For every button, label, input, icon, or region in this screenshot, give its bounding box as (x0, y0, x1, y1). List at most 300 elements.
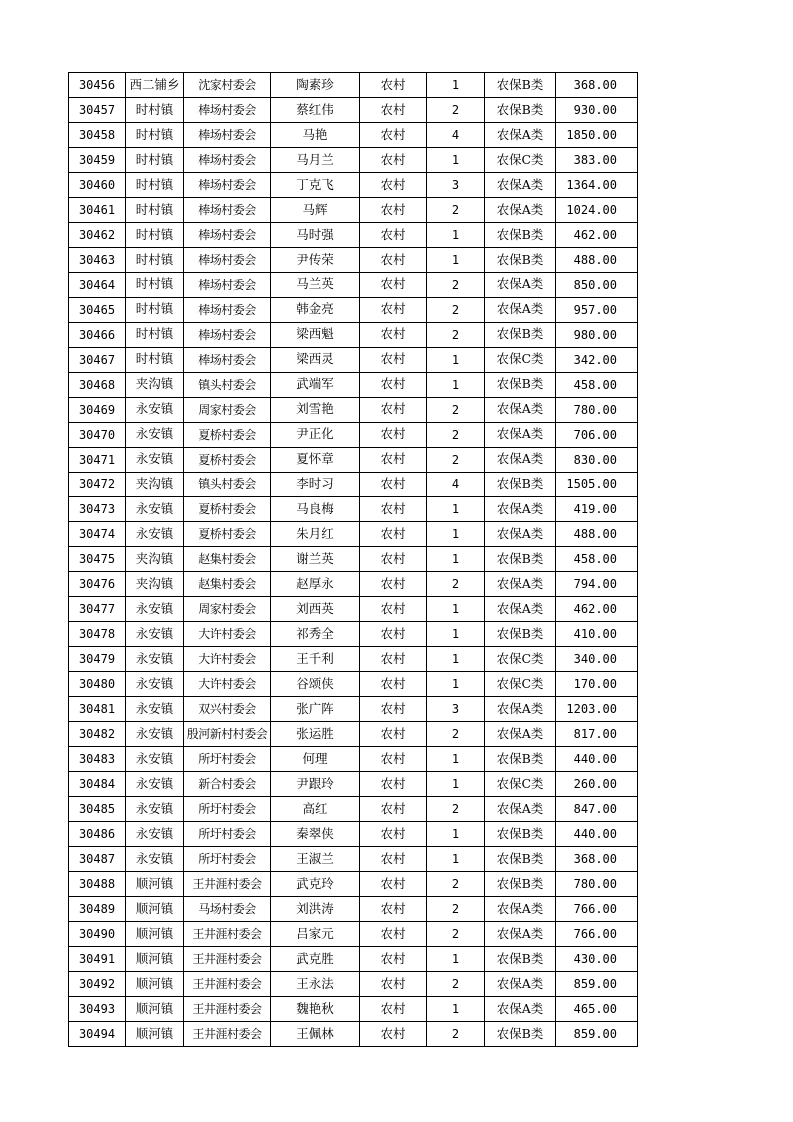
town-cell: 永安镇 (126, 747, 184, 772)
village-committee-cell: 大许村委会 (184, 647, 271, 672)
town-cell: 永安镇 (126, 797, 184, 822)
household-size-cell: 3 (427, 697, 485, 722)
insurance-category-cell: 农保A类 (485, 996, 556, 1021)
village-committee-cell: 镇头村委会 (184, 372, 271, 397)
recipient-name-cell: 谢兰英 (271, 547, 360, 572)
table-row (69, 497, 638, 522)
village-committee-cell: 夏桥村委会 (184, 497, 271, 522)
village-committee-cell: 棒场村委会 (184, 172, 271, 197)
amount-cell: 706.00 (556, 422, 638, 447)
village-committee-cell: 镇头村委会 (184, 472, 271, 497)
household-size-cell: 1 (427, 247, 485, 272)
household-type-cell: 农村 (360, 147, 427, 172)
village-committee-cell: 棒场村委会 (184, 272, 271, 297)
table-row (69, 572, 638, 597)
household-size-cell: 1 (427, 547, 485, 572)
recipient-name-cell: 张广阵 (271, 697, 360, 722)
household-type-cell: 农村 (360, 622, 427, 647)
household-size-cell: 2 (427, 297, 485, 322)
record-id-cell: 30469 (69, 397, 126, 422)
village-committee-cell: 棒场村委会 (184, 222, 271, 247)
recipient-name-cell: 蔡红伟 (271, 97, 360, 122)
record-id-cell: 30487 (69, 847, 126, 872)
table-row (69, 372, 638, 397)
recipient-name-cell: 梁西魁 (271, 322, 360, 347)
amount-cell: 850.00 (556, 272, 638, 297)
recipient-name-cell: 王永法 (271, 971, 360, 996)
table-row (69, 872, 638, 897)
recipient-name-cell: 武端军 (271, 372, 360, 397)
amount-cell: 780.00 (556, 397, 638, 422)
recipient-name-cell: 何理 (271, 747, 360, 772)
table-row (69, 422, 638, 447)
record-id-cell: 30485 (69, 797, 126, 822)
recipient-name-cell: 王佩林 (271, 1021, 360, 1046)
household-type-cell: 农村 (360, 372, 427, 397)
village-committee-cell: 棒场村委会 (184, 197, 271, 222)
amount-cell: 859.00 (556, 1021, 638, 1046)
insurance-category-cell: 农保C类 (485, 147, 556, 172)
insurance-category-cell: 农保A类 (485, 522, 556, 547)
village-committee-cell: 棒场村委会 (184, 97, 271, 122)
table-row (69, 921, 638, 946)
record-id-cell: 30459 (69, 147, 126, 172)
insurance-category-cell: 农保C类 (485, 647, 556, 672)
table-row (69, 147, 638, 172)
insurance-category-cell: 农保A类 (485, 122, 556, 147)
town-cell: 夹沟镇 (126, 472, 184, 497)
village-committee-cell: 王井涯村委会 (184, 1021, 271, 1046)
town-cell: 夹沟镇 (126, 372, 184, 397)
record-id-cell: 30465 (69, 297, 126, 322)
town-cell: 永安镇 (126, 397, 184, 422)
town-cell: 永安镇 (126, 522, 184, 547)
household-type-cell: 农村 (360, 297, 427, 322)
recipient-name-cell: 尹传荣 (271, 247, 360, 272)
recipient-name-cell: 赵厚永 (271, 572, 360, 597)
insurance-category-cell: 农保B类 (485, 747, 556, 772)
table-row (69, 347, 638, 372)
amount-cell: 830.00 (556, 447, 638, 472)
recipient-name-cell: 马良梅 (271, 497, 360, 522)
household-type-cell: 农村 (360, 572, 427, 597)
recipient-name-cell: 夏怀章 (271, 447, 360, 472)
table-row (69, 797, 638, 822)
town-cell: 夹沟镇 (126, 572, 184, 597)
town-cell: 顺河镇 (126, 946, 184, 971)
household-type-cell: 农村 (360, 547, 427, 572)
household-type-cell: 农村 (360, 996, 427, 1021)
village-committee-cell: 王井涯村委会 (184, 946, 271, 971)
recipient-name-cell: 马辉 (271, 197, 360, 222)
record-id-cell: 30475 (69, 547, 126, 572)
table-row (69, 297, 638, 322)
recipient-name-cell: 尹跟玲 (271, 772, 360, 797)
record-id-cell: 30476 (69, 572, 126, 597)
insurance-category-cell: 农保A类 (485, 597, 556, 622)
record-id-cell: 30472 (69, 472, 126, 497)
household-size-cell: 2 (427, 971, 485, 996)
recipient-name-cell: 梁西灵 (271, 347, 360, 372)
village-committee-cell: 所圩村委会 (184, 847, 271, 872)
village-committee-cell: 周家村委会 (184, 597, 271, 622)
table-row (69, 672, 638, 697)
table-row (69, 172, 638, 197)
amount-cell: 430.00 (556, 946, 638, 971)
town-cell: 永安镇 (126, 722, 184, 747)
record-id-cell: 30470 (69, 422, 126, 447)
insurance-category-cell: 农保B类 (485, 946, 556, 971)
amount-cell: 1203.00 (556, 697, 638, 722)
amount-cell: 930.00 (556, 97, 638, 122)
town-cell: 时村镇 (126, 97, 184, 122)
village-committee-cell: 赵集村委会 (184, 572, 271, 597)
town-cell: 时村镇 (126, 172, 184, 197)
record-id-cell: 30493 (69, 996, 126, 1021)
household-size-cell: 2 (427, 872, 485, 897)
recipient-name-cell: 刘西英 (271, 597, 360, 622)
household-size-cell: 4 (427, 122, 485, 147)
village-committee-cell: 棒场村委会 (184, 347, 271, 372)
table-row (69, 197, 638, 222)
table-row (69, 522, 638, 547)
recipient-name-cell: 武克胜 (271, 946, 360, 971)
village-committee-cell: 夏桥村委会 (184, 422, 271, 447)
household-size-cell: 1 (427, 522, 485, 547)
household-size-cell: 2 (427, 422, 485, 447)
recipient-name-cell: 魏艳秋 (271, 996, 360, 1021)
household-size-cell: 1 (427, 672, 485, 697)
assistance-table-sheet (68, 72, 637, 1047)
amount-cell: 1850.00 (556, 122, 638, 147)
household-type-cell: 农村 (360, 896, 427, 921)
household-size-cell: 1 (427, 347, 485, 372)
table-row (69, 971, 638, 996)
table-row (69, 772, 638, 797)
insurance-category-cell: 农保A类 (485, 797, 556, 822)
household-size-cell: 2 (427, 572, 485, 597)
record-id-cell: 30479 (69, 647, 126, 672)
insurance-category-cell: 农保B类 (485, 322, 556, 347)
household-size-cell: 1 (427, 597, 485, 622)
table-row (69, 397, 638, 422)
table-row (69, 1021, 638, 1046)
household-type-cell: 农村 (360, 697, 427, 722)
village-committee-cell: 棒场村委会 (184, 122, 271, 147)
recipient-name-cell: 秦翠侠 (271, 822, 360, 847)
record-id-cell: 30471 (69, 447, 126, 472)
record-id-cell: 30458 (69, 122, 126, 147)
record-id-cell: 30464 (69, 272, 126, 297)
household-size-cell: 1 (427, 73, 485, 98)
insurance-category-cell: 农保B类 (485, 872, 556, 897)
amount-cell: 440.00 (556, 822, 638, 847)
town-cell: 永安镇 (126, 622, 184, 647)
insurance-category-cell: 农保B类 (485, 1021, 556, 1046)
table-row (69, 247, 638, 272)
record-id-cell: 30468 (69, 372, 126, 397)
household-size-cell: 2 (427, 397, 485, 422)
household-size-cell: 1 (427, 497, 485, 522)
household-size-cell: 2 (427, 322, 485, 347)
record-id-cell: 30463 (69, 247, 126, 272)
household-size-cell: 4 (427, 472, 485, 497)
town-cell: 顺河镇 (126, 872, 184, 897)
household-type-cell: 农村 (360, 272, 427, 297)
record-id-cell: 30478 (69, 622, 126, 647)
insurance-category-cell: 农保A类 (485, 422, 556, 447)
insurance-category-cell: 农保B类 (485, 247, 556, 272)
household-size-cell: 1 (427, 996, 485, 1021)
insurance-category-cell: 农保B类 (485, 822, 556, 847)
household-size-cell: 2 (427, 1021, 485, 1046)
amount-cell: 342.00 (556, 347, 638, 372)
recipient-name-cell: 朱月红 (271, 522, 360, 547)
record-id-cell: 30482 (69, 722, 126, 747)
household-type-cell: 农村 (360, 1021, 427, 1046)
household-size-cell: 1 (427, 147, 485, 172)
amount-cell: 170.00 (556, 672, 638, 697)
household-size-cell: 1 (427, 647, 485, 672)
town-cell: 顺河镇 (126, 971, 184, 996)
village-committee-cell: 新合村委会 (184, 772, 271, 797)
village-committee-cell: 赵集村委会 (184, 547, 271, 572)
insurance-category-cell: 农保A类 (485, 297, 556, 322)
amount-cell: 1505.00 (556, 472, 638, 497)
table-row (69, 946, 638, 971)
amount-cell: 383.00 (556, 147, 638, 172)
village-committee-cell: 殷河新村村委会 (184, 722, 271, 747)
village-committee-cell: 所圩村委会 (184, 747, 271, 772)
town-cell: 西二铺乡 (126, 73, 184, 98)
record-id-cell: 30494 (69, 1021, 126, 1046)
town-cell: 永安镇 (126, 772, 184, 797)
table-row (69, 647, 638, 672)
household-type-cell: 农村 (360, 447, 427, 472)
household-type-cell: 农村 (360, 73, 427, 98)
table-row (69, 896, 638, 921)
record-id-cell: 30473 (69, 497, 126, 522)
household-size-cell: 1 (427, 847, 485, 872)
insurance-category-cell: 农保A类 (485, 697, 556, 722)
town-cell: 永安镇 (126, 647, 184, 672)
recipient-name-cell: 李时习 (271, 472, 360, 497)
insurance-category-cell: 农保B类 (485, 222, 556, 247)
table-row (69, 547, 638, 572)
town-cell: 顺河镇 (126, 996, 184, 1021)
household-size-cell: 2 (427, 197, 485, 222)
recipient-name-cell: 谷颂侠 (271, 672, 360, 697)
household-type-cell: 农村 (360, 172, 427, 197)
household-type-cell: 农村 (360, 597, 427, 622)
amount-cell: 766.00 (556, 921, 638, 946)
household-type-cell: 农村 (360, 847, 427, 872)
record-id-cell: 30477 (69, 597, 126, 622)
insurance-category-cell: 农保C类 (485, 672, 556, 697)
table-row (69, 996, 638, 1021)
record-id-cell: 30481 (69, 697, 126, 722)
household-type-cell: 农村 (360, 797, 427, 822)
household-size-cell: 2 (427, 896, 485, 921)
recipient-name-cell: 张运胜 (271, 722, 360, 747)
table-row (69, 73, 638, 98)
table-body (69, 73, 638, 1047)
table-row (69, 597, 638, 622)
village-committee-cell: 夏桥村委会 (184, 447, 271, 472)
record-id-cell: 30488 (69, 872, 126, 897)
recipient-name-cell: 武克玲 (271, 872, 360, 897)
household-type-cell: 农村 (360, 672, 427, 697)
village-committee-cell: 王井涯村委会 (184, 872, 271, 897)
recipient-name-cell: 刘雪艳 (271, 397, 360, 422)
household-type-cell: 农村 (360, 97, 427, 122)
record-id-cell: 30462 (69, 222, 126, 247)
town-cell: 永安镇 (126, 597, 184, 622)
insurance-category-cell: 农保A类 (485, 447, 556, 472)
insurance-category-cell: 农保A类 (485, 397, 556, 422)
amount-cell: 766.00 (556, 896, 638, 921)
amount-cell: 794.00 (556, 572, 638, 597)
recipient-name-cell: 马兰英 (271, 272, 360, 297)
amount-cell: 847.00 (556, 797, 638, 822)
town-cell: 顺河镇 (126, 1021, 184, 1046)
household-size-cell: 2 (427, 447, 485, 472)
insurance-category-cell: 农保A类 (485, 572, 556, 597)
town-cell: 顺河镇 (126, 896, 184, 921)
recipient-name-cell: 祁秀全 (271, 622, 360, 647)
household-size-cell: 2 (427, 272, 485, 297)
household-type-cell: 农村 (360, 472, 427, 497)
recipient-name-cell: 韩金亮 (271, 297, 360, 322)
town-cell: 永安镇 (126, 447, 184, 472)
town-cell: 顺河镇 (126, 921, 184, 946)
record-id-cell: 30491 (69, 946, 126, 971)
recipient-name-cell: 王淑兰 (271, 847, 360, 872)
amount-cell: 368.00 (556, 847, 638, 872)
recipient-name-cell: 马月兰 (271, 147, 360, 172)
record-id-cell: 30461 (69, 197, 126, 222)
village-committee-cell: 所圩村委会 (184, 822, 271, 847)
recipient-name-cell: 马时强 (271, 222, 360, 247)
amount-cell: 859.00 (556, 971, 638, 996)
record-id-cell: 30457 (69, 97, 126, 122)
village-committee-cell: 周家村委会 (184, 397, 271, 422)
town-cell: 永安镇 (126, 697, 184, 722)
record-id-cell: 30484 (69, 772, 126, 797)
amount-cell: 817.00 (556, 722, 638, 747)
town-cell: 时村镇 (126, 322, 184, 347)
village-committee-cell: 双兴村委会 (184, 697, 271, 722)
household-type-cell: 农村 (360, 921, 427, 946)
amount-cell: 440.00 (556, 747, 638, 772)
town-cell: 时村镇 (126, 147, 184, 172)
household-type-cell: 农村 (360, 422, 427, 447)
village-committee-cell: 棒场村委会 (184, 297, 271, 322)
amount-cell: 462.00 (556, 222, 638, 247)
amount-cell: 957.00 (556, 297, 638, 322)
insurance-category-cell: 农保A类 (485, 921, 556, 946)
village-committee-cell: 沈家村委会 (184, 73, 271, 98)
household-type-cell: 农村 (360, 247, 427, 272)
household-size-cell: 1 (427, 222, 485, 247)
town-cell: 时村镇 (126, 222, 184, 247)
record-id-cell: 30456 (69, 73, 126, 98)
amount-cell: 1024.00 (556, 197, 638, 222)
household-type-cell: 农村 (360, 322, 427, 347)
household-type-cell: 农村 (360, 497, 427, 522)
amount-cell: 340.00 (556, 647, 638, 672)
insurance-category-cell: 农保A类 (485, 971, 556, 996)
household-type-cell: 农村 (360, 122, 427, 147)
insurance-category-cell: 农保A类 (485, 172, 556, 197)
recipient-name-cell: 吕家元 (271, 921, 360, 946)
household-type-cell: 农村 (360, 747, 427, 772)
insurance-category-cell: 农保B类 (485, 547, 556, 572)
record-id-cell: 30492 (69, 971, 126, 996)
household-size-cell: 2 (427, 797, 485, 822)
recipient-name-cell: 刘洪涛 (271, 896, 360, 921)
amount-cell: 1364.00 (556, 172, 638, 197)
recipient-name-cell: 陶素珍 (271, 73, 360, 98)
village-committee-cell: 所圩村委会 (184, 797, 271, 822)
amount-cell: 419.00 (556, 497, 638, 522)
village-committee-cell: 大许村委会 (184, 672, 271, 697)
village-committee-cell: 棒场村委会 (184, 147, 271, 172)
amount-cell: 410.00 (556, 622, 638, 647)
record-id-cell: 30490 (69, 921, 126, 946)
record-id-cell: 30486 (69, 822, 126, 847)
insurance-category-cell: 农保C类 (485, 347, 556, 372)
village-committee-cell: 大许村委会 (184, 622, 271, 647)
town-cell: 夹沟镇 (126, 547, 184, 572)
table-row (69, 472, 638, 497)
record-id-cell: 30467 (69, 347, 126, 372)
recipient-name-cell: 马艳 (271, 122, 360, 147)
household-size-cell: 3 (427, 172, 485, 197)
household-type-cell: 农村 (360, 347, 427, 372)
table-row (69, 822, 638, 847)
table-row (69, 122, 638, 147)
town-cell: 时村镇 (126, 122, 184, 147)
table-row (69, 322, 638, 347)
insurance-category-cell: 农保A类 (485, 497, 556, 522)
household-type-cell: 农村 (360, 197, 427, 222)
village-committee-cell: 棒场村委会 (184, 322, 271, 347)
amount-cell: 488.00 (556, 522, 638, 547)
table-row (69, 697, 638, 722)
insurance-category-cell: 农保B类 (485, 622, 556, 647)
record-id-cell: 30466 (69, 322, 126, 347)
household-size-cell: 1 (427, 946, 485, 971)
recipient-name-cell: 高红 (271, 797, 360, 822)
table-row (69, 447, 638, 472)
town-cell: 时村镇 (126, 197, 184, 222)
table-row (69, 97, 638, 122)
household-type-cell: 农村 (360, 872, 427, 897)
amount-cell: 458.00 (556, 547, 638, 572)
household-type-cell: 农村 (360, 946, 427, 971)
town-cell: 永安镇 (126, 422, 184, 447)
insurance-category-cell: 农保A类 (485, 896, 556, 921)
household-type-cell: 农村 (360, 822, 427, 847)
household-type-cell: 农村 (360, 722, 427, 747)
village-committee-cell: 马场村委会 (184, 896, 271, 921)
village-committee-cell: 棒场村委会 (184, 247, 271, 272)
household-type-cell: 农村 (360, 222, 427, 247)
town-cell: 永安镇 (126, 847, 184, 872)
record-id-cell: 30483 (69, 747, 126, 772)
town-cell: 时村镇 (126, 247, 184, 272)
